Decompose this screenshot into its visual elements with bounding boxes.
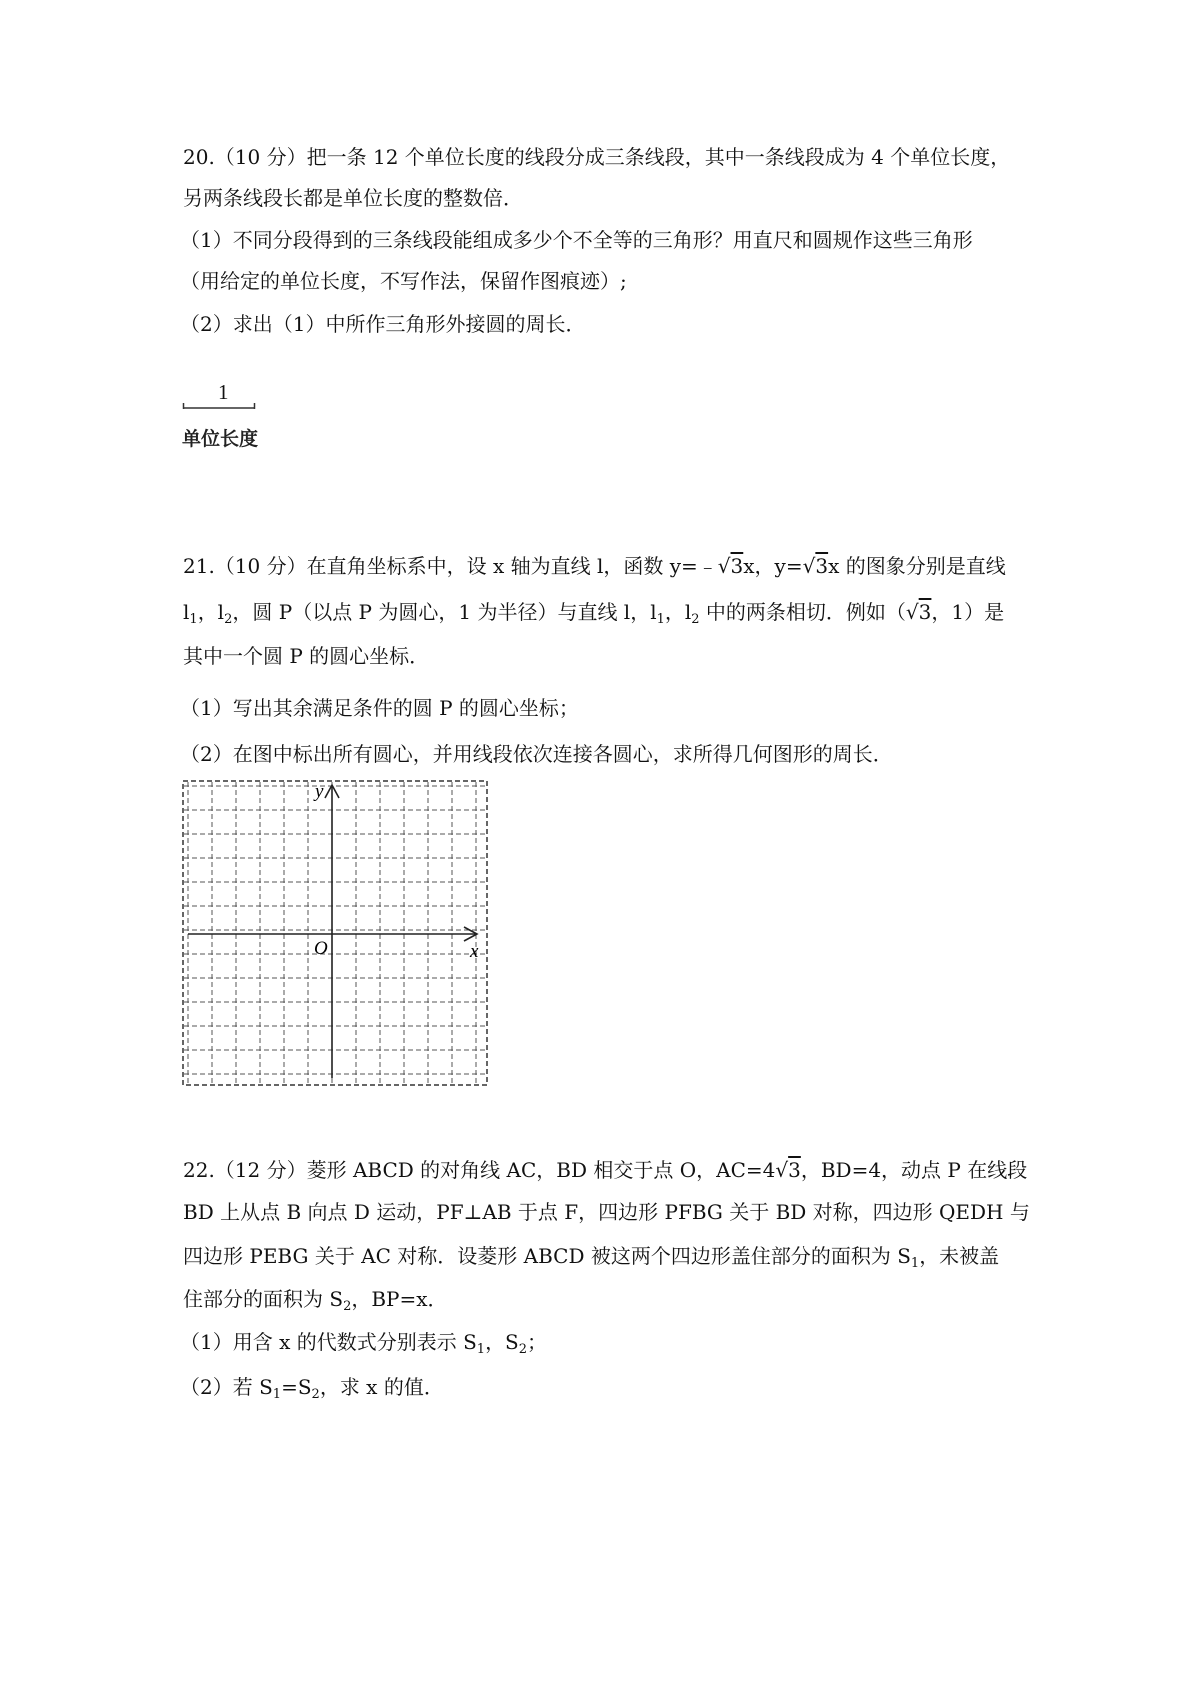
unit-length-segment <box>182 402 256 410</box>
q20-part-1-line-2: （用给定的单位长度，不写作法，保留作图痕迹）; <box>180 269 627 293</box>
sqrt-3-a: √3 <box>717 554 744 578</box>
q22-stem-line-1: 22.（12 分）菱形 ABCD 的对角线 AC，BD 相交于点 O，AC=4√3，BD=4，动点 P 在线段 <box>183 1155 1027 1185</box>
q22-stem-line-4: 住部分的面积为 $S_2$，BP=x． <box>183 1287 448 1314</box>
q20-part-2: （2）求出（1）中所作三角形外接圆的周长． <box>180 312 586 336</box>
sqrt-3-c: √3 <box>905 600 932 624</box>
unit-length-label: 单位长度 <box>182 428 259 450</box>
q21-part-2: （2）在图中标出所有圆心，并用线段依次连接各圆心，求所得几何图形的周长． <box>180 742 893 766</box>
q22-part-1: （1）用含 x 的代数式分别表示 $S_1$，$S_2$； <box>180 1330 548 1357</box>
sqrt-3-b: √3 <box>802 554 829 578</box>
q22-stem-line-2: BD 上从点 B 向点 D 运动，PF⊥AB 于点 F，四边形 PFBG 关于 BD 对称，四边形 QEDH 与 <box>183 1200 1030 1224</box>
q22-stem-line-3: 四边形 PEBG 关于 AC 对称．设菱形 ABCD 被这两个四边形盖住部分的面积为 $S_1$，未被盖 <box>183 1244 1000 1271</box>
origin-label: O <box>314 938 328 959</box>
q21-stem-line-2: $l_1$，$l_2$，圆 P（以点 P 为圆心，1 为半径）与直线 l，$l_1$，$l_2$ 中的两条相切．例如（√3，1）是 <box>183 597 1004 635</box>
q20-stem-line-2: 另两条线段长都是单位长度的整数倍． <box>183 186 523 210</box>
q21-stem-line-1 <box>183 551 1006 581</box>
q21-line1-mid: x，y= <box>743 554 803 578</box>
y-axis-label: y <box>315 781 324 802</box>
coordinate-grid-figure <box>182 780 488 1086</box>
q20-part-1-line-1: （1）不同分段得到的三条线段能组成多少个不全等的三角形？用直尺和圆规作这些三角形 <box>180 228 973 252</box>
sqrt-3-d: √3 <box>775 1158 801 1182</box>
q21-line1-post: x 的图象分别是直线 <box>828 554 1006 578</box>
q21-line1-pre: 21.（10 分）在直角坐标系中，设 x 轴为直线 l，函数 y=﹣ <box>183 554 718 578</box>
x-axis-label: x <box>470 941 479 962</box>
q20-stem-line-1: 20.（10 分）把一条 12 个单位长度的线段分成三条线段，其中一条线段成为 4 个单位长度， <box>183 145 1011 169</box>
q21-stem-line-3: 其中一个圆 P 的圆心坐标． <box>183 644 430 668</box>
q21-part-1: （1）写出其余满足条件的圆 P 的圆心坐标； <box>180 696 579 720</box>
q22-part-2: （2）若 $S_1=S_2$，求 x 的值． <box>180 1375 444 1402</box>
unit-length-number: 1 <box>218 380 229 404</box>
coordinate-grid <box>182 780 488 1086</box>
